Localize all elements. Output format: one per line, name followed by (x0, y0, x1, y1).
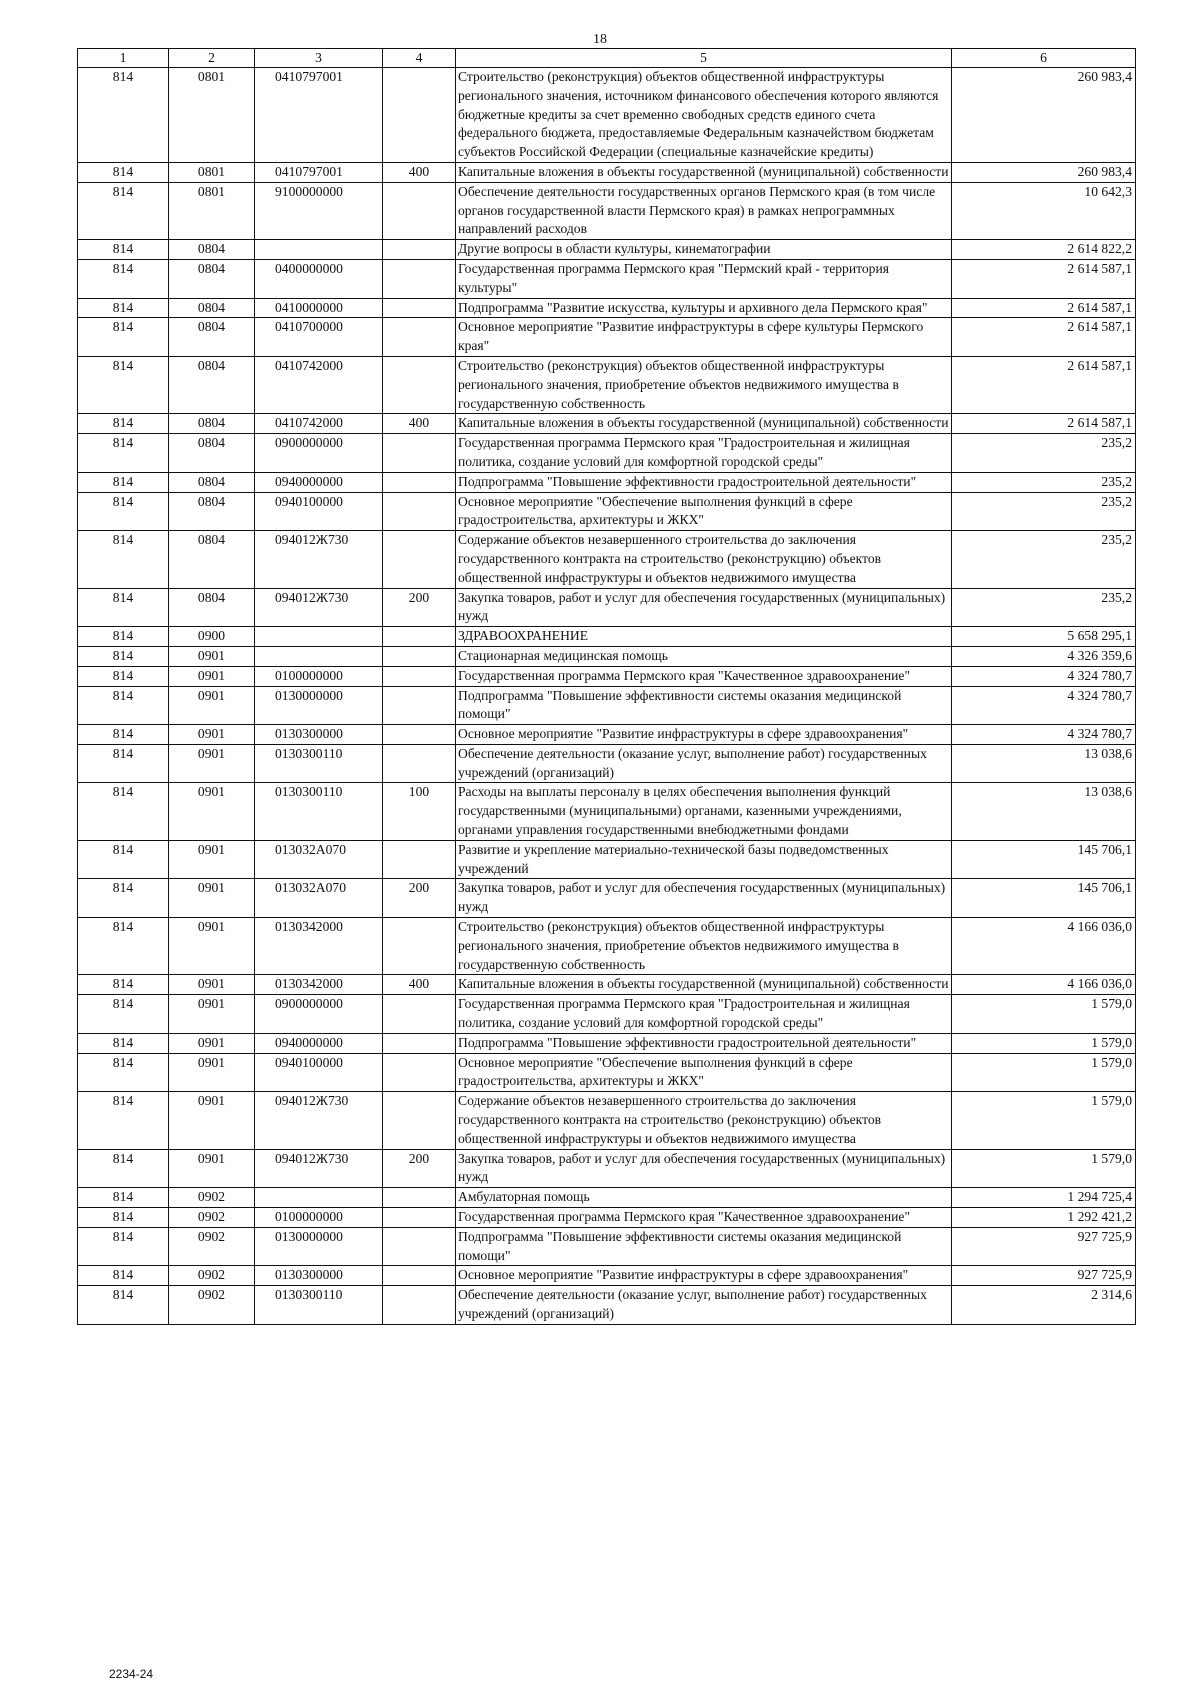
table-row (78, 472, 1136, 492)
amount-cell: 260 983,4 (952, 162, 1136, 182)
amount-cell: 2 614 587,1 (952, 259, 1136, 298)
section-code-cell: 0804 (169, 356, 255, 413)
ministry-code-cell: 814 (78, 725, 169, 745)
amount-cell: 2 614 587,1 (952, 298, 1136, 318)
ministry-code-cell: 814 (78, 646, 169, 666)
amount-cell: 10 642,3 (952, 182, 1136, 239)
expense-type-code-cell (383, 686, 456, 725)
target-item-code-cell: 0410742000 (255, 414, 383, 434)
section-code-cell: 0900 (169, 627, 255, 647)
section-code-cell: 0901 (169, 975, 255, 995)
ministry-code-cell: 814 (78, 627, 169, 647)
table-row (78, 531, 1136, 588)
description-cell: Строительство (реконструкция) объектов общественной инфраструктуры регионального значения, источником финансового обеспечения которого являются бюджетные кредиты за счет временно свободных средств единого счета федерального бюджета, предоставляемые Федеральным казначейством бюджетам субъектов Российской Федерации (специальные казначейские кредиты) (456, 68, 952, 163)
table-row (78, 1286, 1136, 1325)
column-header: 6 (952, 49, 1136, 68)
table-row (78, 240, 1136, 260)
table-row (78, 918, 1136, 975)
target-item-code-cell: 094012Ж730 (255, 531, 383, 588)
ministry-code-cell: 814 (78, 240, 169, 260)
section-code-cell: 0902 (169, 1208, 255, 1228)
section-code-cell: 0901 (169, 995, 255, 1034)
ministry-code-cell: 814 (78, 298, 169, 318)
target-item-code-cell: 0130342000 (255, 918, 383, 975)
description-cell: Расходы на выплаты персоналу в целях обеспечения выполнения функций государственными (муниципальными) органами, казенными учреждениями, органами управления государственными внебюджетными фондами (456, 783, 952, 840)
target-item-code-cell: 0410797001 (255, 162, 383, 182)
amount-cell: 235,2 (952, 434, 1136, 473)
target-item-code-cell: 0900000000 (255, 995, 383, 1034)
expense-type-code-cell (383, 1227, 456, 1266)
description-cell: Основное мероприятие "Обеспечение выполнения функций в сфере градостроительства, архитектуры и ЖКХ" (456, 492, 952, 531)
section-code-cell: 0804 (169, 434, 255, 473)
ministry-code-cell: 814 (78, 318, 169, 357)
description-cell: Амбулаторная помощь (456, 1188, 952, 1208)
expense-type-code-cell (383, 918, 456, 975)
section-code-cell: 0804 (169, 588, 255, 627)
description-cell: Обеспечение деятельности (оказание услуг, выполнение работ) государственных учреждений (организаций) (456, 744, 952, 783)
ministry-code-cell: 814 (78, 1033, 169, 1053)
target-item-code-cell: 0400000000 (255, 259, 383, 298)
table-row (78, 318, 1136, 357)
ministry-code-cell: 814 (78, 879, 169, 918)
description-cell: Государственная программа Пермского края "Качественное здравоохранение" (456, 1208, 952, 1228)
description-cell: Строительство (реконструкция) объектов общественной инфраструктуры регионального значения, приобретение объектов недвижимого имущества в государственную собственность (456, 356, 952, 413)
table-row (78, 1188, 1136, 1208)
table-row (78, 162, 1136, 182)
table-row (78, 783, 1136, 840)
ministry-code-cell: 814 (78, 356, 169, 413)
section-code-cell: 0804 (169, 298, 255, 318)
table-row (78, 182, 1136, 239)
page-number: 18 (593, 32, 607, 47)
target-item-code-cell (255, 646, 383, 666)
table-row (78, 492, 1136, 531)
amount-cell: 1 579,0 (952, 1053, 1136, 1092)
ministry-code-cell: 814 (78, 531, 169, 588)
ministry-code-cell: 814 (78, 182, 169, 239)
expense-type-code-cell (383, 434, 456, 473)
expense-type-code-cell (383, 240, 456, 260)
amount-cell: 927 725,9 (952, 1227, 1136, 1266)
expense-type-code-cell (383, 1092, 456, 1149)
expense-type-code-cell: 200 (383, 588, 456, 627)
expense-type-code-cell: 200 (383, 1149, 456, 1188)
expense-type-code-cell (383, 1033, 456, 1053)
ministry-code-cell: 814 (78, 686, 169, 725)
amount-cell: 1 292 421,2 (952, 1208, 1136, 1228)
target-item-code-cell: 0130300000 (255, 1266, 383, 1286)
section-code-cell: 0901 (169, 1033, 255, 1053)
expense-type-code-cell (383, 1053, 456, 1092)
expense-type-code-cell: 100 (383, 783, 456, 840)
expense-type-code-cell (383, 68, 456, 163)
column-header: 2 (169, 49, 255, 68)
expense-type-code-cell (383, 1208, 456, 1228)
description-cell: Государственная программа Пермского края "Градостроительная и жилищная политика, создание условий для комфортной городской среды" (456, 995, 952, 1034)
section-code-cell: 0902 (169, 1188, 255, 1208)
section-code-cell: 0804 (169, 318, 255, 357)
description-cell: Государственная программа Пермского края "Пермский край - территория культуры" (456, 259, 952, 298)
target-item-code-cell: 0940100000 (255, 492, 383, 531)
expense-type-code-cell (383, 298, 456, 318)
expense-type-code-cell (383, 182, 456, 239)
target-item-code-cell: 013032А070 (255, 840, 383, 879)
amount-cell: 145 706,1 (952, 840, 1136, 879)
expense-type-code-cell (383, 259, 456, 298)
description-cell: Подпрограмма "Повышение эффективности системы оказания медицинской помощи" (456, 1227, 952, 1266)
expense-type-code-cell (383, 840, 456, 879)
ministry-code-cell: 814 (78, 918, 169, 975)
ministry-code-cell: 814 (78, 744, 169, 783)
description-cell: Основное мероприятие "Обеспечение выполнения функций в сфере градостроительства, архитектуры и ЖКХ" (456, 1053, 952, 1092)
table-row (78, 646, 1136, 666)
amount-cell: 4 326 359,6 (952, 646, 1136, 666)
amount-cell: 5 658 295,1 (952, 627, 1136, 647)
target-item-code-cell: 0130000000 (255, 686, 383, 725)
description-cell: Государственная программа Пермского края "Качественное здравоохранение" (456, 666, 952, 686)
table-row (78, 627, 1136, 647)
expense-type-code-cell (383, 627, 456, 647)
table-row (78, 995, 1136, 1034)
target-item-code-cell: 0130300110 (255, 783, 383, 840)
expense-type-code-cell (383, 1266, 456, 1286)
amount-cell: 4 324 780,7 (952, 666, 1136, 686)
section-code-cell: 0804 (169, 492, 255, 531)
amount-cell: 235,2 (952, 588, 1136, 627)
section-code-cell: 0901 (169, 918, 255, 975)
target-item-code-cell: 0130300000 (255, 725, 383, 745)
table-row (78, 1208, 1136, 1228)
amount-cell: 4 166 036,0 (952, 918, 1136, 975)
ministry-code-cell: 814 (78, 414, 169, 434)
column-header: 3 (255, 49, 383, 68)
target-item-code-cell: 0100000000 (255, 1208, 383, 1228)
target-item-code-cell: 0940100000 (255, 1053, 383, 1092)
target-item-code-cell: 0940000000 (255, 472, 383, 492)
expense-type-code-cell (383, 472, 456, 492)
table-row (78, 975, 1136, 995)
target-item-code-cell: 0410000000 (255, 298, 383, 318)
column-header: 1 (78, 49, 169, 68)
ministry-code-cell: 814 (78, 1053, 169, 1092)
description-cell: Закупка товаров, работ и услуг для обеспечения государственных (муниципальных) нужд (456, 879, 952, 918)
table-row (78, 744, 1136, 783)
table-row (78, 1227, 1136, 1266)
description-cell: Стационарная медицинская помощь (456, 646, 952, 666)
table-row (78, 434, 1136, 473)
expense-type-code-cell (383, 318, 456, 357)
amount-cell: 2 614 587,1 (952, 356, 1136, 413)
table-header-row (78, 49, 1136, 68)
ministry-code-cell: 814 (78, 666, 169, 686)
description-cell: Основное мероприятие "Развитие инфраструктуры в сфере здравоохранения" (456, 1266, 952, 1286)
expense-type-code-cell (383, 492, 456, 531)
ministry-code-cell: 814 (78, 975, 169, 995)
ministry-code-cell: 814 (78, 1092, 169, 1149)
ministry-code-cell: 814 (78, 259, 169, 298)
expense-type-code-cell (383, 995, 456, 1034)
amount-cell: 4 166 036,0 (952, 975, 1136, 995)
amount-cell: 235,2 (952, 492, 1136, 531)
target-item-code-cell: 094012Ж730 (255, 1092, 383, 1149)
amount-cell: 2 614 587,1 (952, 318, 1136, 357)
table-row (78, 666, 1136, 686)
amount-cell: 235,2 (952, 531, 1136, 588)
section-code-cell: 0804 (169, 240, 255, 260)
target-item-code-cell (255, 1188, 383, 1208)
amount-cell: 235,2 (952, 472, 1136, 492)
target-item-code-cell: 9100000000 (255, 182, 383, 239)
target-item-code-cell: 013032А070 (255, 879, 383, 918)
description-cell: Основное мероприятие "Развитие инфраструктуры в сфере культуры Пермского края" (456, 318, 952, 357)
amount-cell: 2 614 822,2 (952, 240, 1136, 260)
section-code-cell: 0901 (169, 879, 255, 918)
amount-cell: 1 579,0 (952, 1092, 1136, 1149)
section-code-cell: 0801 (169, 162, 255, 182)
amount-cell: 927 725,9 (952, 1266, 1136, 1286)
ministry-code-cell: 814 (78, 434, 169, 473)
section-code-cell: 0901 (169, 840, 255, 879)
table-row (78, 1033, 1136, 1053)
target-item-code-cell: 0130342000 (255, 975, 383, 995)
expense-type-code-cell (383, 666, 456, 686)
ministry-code-cell: 814 (78, 1227, 169, 1266)
description-cell: Подпрограмма "Повышение эффективности градостроительной деятельности" (456, 1033, 952, 1053)
amount-cell: 1 579,0 (952, 1033, 1136, 1053)
table-row (78, 686, 1136, 725)
expense-type-code-cell (383, 744, 456, 783)
section-code-cell: 0804 (169, 414, 255, 434)
expense-type-code-cell (383, 1188, 456, 1208)
target-item-code-cell: 0130300110 (255, 744, 383, 783)
expense-type-code-cell (383, 1286, 456, 1325)
section-code-cell: 0902 (169, 1227, 255, 1266)
description-cell: Капитальные вложения в объекты государственной (муниципальной) собственности (456, 414, 952, 434)
target-item-code-cell: 0940000000 (255, 1033, 383, 1053)
section-code-cell: 0902 (169, 1266, 255, 1286)
section-code-cell: 0801 (169, 68, 255, 163)
ministry-code-cell: 814 (78, 1208, 169, 1228)
expense-type-code-cell: 200 (383, 879, 456, 918)
expense-type-code-cell: 400 (383, 975, 456, 995)
description-cell: Капитальные вложения в объекты государственной (муниципальной) собственности (456, 975, 952, 995)
section-code-cell: 0901 (169, 725, 255, 745)
target-item-code-cell (255, 240, 383, 260)
target-item-code-cell: 0130000000 (255, 1227, 383, 1266)
description-cell: Капитальные вложения в объекты государственной (муниципальной) собственности (456, 162, 952, 182)
section-code-cell: 0801 (169, 182, 255, 239)
table-row (78, 1266, 1136, 1286)
expense-type-code-cell (383, 725, 456, 745)
expense-type-code-cell (383, 531, 456, 588)
table-row (78, 259, 1136, 298)
table-row (78, 725, 1136, 745)
section-code-cell: 0902 (169, 1286, 255, 1325)
target-item-code-cell: 0410742000 (255, 356, 383, 413)
description-cell: Содержание объектов незавершенного строительства до заключения государственного контракта на строительство (реконструкцию) объектов общественной инфраструктуры и объектов недвижимого имущества (456, 531, 952, 588)
ministry-code-cell: 814 (78, 1266, 169, 1286)
table-row (78, 840, 1136, 879)
description-cell: Закупка товаров, работ и услуг для обеспечения государственных (муниципальных) нужд (456, 588, 952, 627)
target-item-code-cell: 0410700000 (255, 318, 383, 357)
target-item-code-cell: 0410797001 (255, 68, 383, 163)
target-item-code-cell: 094012Ж730 (255, 588, 383, 627)
table-row (78, 588, 1136, 627)
ministry-code-cell: 814 (78, 995, 169, 1034)
table-row (78, 68, 1136, 163)
section-code-cell: 0804 (169, 531, 255, 588)
amount-cell: 1 579,0 (952, 995, 1136, 1034)
section-code-cell: 0901 (169, 646, 255, 666)
amount-cell: 1 579,0 (952, 1149, 1136, 1188)
amount-cell: 260 983,4 (952, 68, 1136, 163)
description-cell: Основное мероприятие "Развитие инфраструктуры в сфере здравоохранения" (456, 725, 952, 745)
document-code: 2234-24 (109, 1667, 154, 1681)
description-cell: Подпрограмма "Развитие искусства, культуры и архивного дела Пермского края" (456, 298, 952, 318)
table-row (78, 879, 1136, 918)
amount-cell: 2 614 587,1 (952, 414, 1136, 434)
column-header: 5 (456, 49, 952, 68)
description-cell: Обеспечение деятельности (оказание услуг, выполнение работ) государственных учреждений (организаций) (456, 1286, 952, 1325)
description-cell: Подпрограмма "Повышение эффективности системы оказания медицинской помощи" (456, 686, 952, 725)
amount-cell: 2 314,6 (952, 1286, 1136, 1325)
amount-cell: 1 294 725,4 (952, 1188, 1136, 1208)
amount-cell: 145 706,1 (952, 879, 1136, 918)
target-item-code-cell: 0100000000 (255, 666, 383, 686)
ministry-code-cell: 814 (78, 492, 169, 531)
expense-type-code-cell (383, 356, 456, 413)
ministry-code-cell: 814 (78, 588, 169, 627)
description-cell: Закупка товаров, работ и услуг для обеспечения государственных (муниципальных) нужд (456, 1149, 952, 1188)
section-code-cell: 0901 (169, 783, 255, 840)
section-code-cell: 0901 (169, 1053, 255, 1092)
table-row (78, 356, 1136, 413)
budget-table (77, 48, 1136, 1325)
amount-cell: 13 038,6 (952, 744, 1136, 783)
table-row (78, 1053, 1136, 1092)
table-row (78, 414, 1136, 434)
table-row (78, 1092, 1136, 1149)
ministry-code-cell: 814 (78, 1188, 169, 1208)
target-item-code-cell: 094012Ж730 (255, 1149, 383, 1188)
ministry-code-cell: 814 (78, 1149, 169, 1188)
ministry-code-cell: 814 (78, 472, 169, 492)
section-code-cell: 0804 (169, 259, 255, 298)
section-code-cell: 0901 (169, 666, 255, 686)
description-cell: Государственная программа Пермского края "Градостроительная и жилищная политика, создание условий для комфортной городской среды" (456, 434, 952, 473)
description-cell: Строительство (реконструкция) объектов общественной инфраструктуры регионального значения, приобретение объектов недвижимого имущества в государственную собственность (456, 918, 952, 975)
section-code-cell: 0901 (169, 1092, 255, 1149)
table-row (78, 298, 1136, 318)
budget-table-container (77, 48, 1135, 1325)
column-header: 4 (383, 49, 456, 68)
table-row (78, 1149, 1136, 1188)
description-cell: Содержание объектов незавершенного строительства до заключения государственного контракта на строительство (реконструкцию) объектов общественной инфраструктуры и объектов недвижимого имущества (456, 1092, 952, 1149)
ministry-code-cell: 814 (78, 162, 169, 182)
ministry-code-cell: 814 (78, 1286, 169, 1325)
description-cell: Другие вопросы в области культуры, кинематографии (456, 240, 952, 260)
amount-cell: 13 038,6 (952, 783, 1136, 840)
description-cell: Обеспечение деятельности государственных органов Пермского края (в том числе органов государственной власти Пермского края) в рамках непрограммных направлений расходов (456, 182, 952, 239)
ministry-code-cell: 814 (78, 68, 169, 163)
expense-type-code-cell (383, 646, 456, 666)
section-code-cell: 0804 (169, 472, 255, 492)
ministry-code-cell: 814 (78, 783, 169, 840)
amount-cell: 4 324 780,7 (952, 725, 1136, 745)
target-item-code-cell (255, 627, 383, 647)
ministry-code-cell: 814 (78, 840, 169, 879)
expense-type-code-cell: 400 (383, 414, 456, 434)
target-item-code-cell: 0130300110 (255, 1286, 383, 1325)
description-cell: ЗДРАВООХРАНЕНИЕ (456, 627, 952, 647)
target-item-code-cell: 0900000000 (255, 434, 383, 473)
description-cell: Развитие и укрепление материально-технической базы подведомственных учреждений (456, 840, 952, 879)
section-code-cell: 0901 (169, 686, 255, 725)
section-code-cell: 0901 (169, 1149, 255, 1188)
expense-type-code-cell: 400 (383, 162, 456, 182)
section-code-cell: 0901 (169, 744, 255, 783)
description-cell: Подпрограмма "Повышение эффективности градостроительной деятельности" (456, 472, 952, 492)
amount-cell: 4 324 780,7 (952, 686, 1136, 725)
